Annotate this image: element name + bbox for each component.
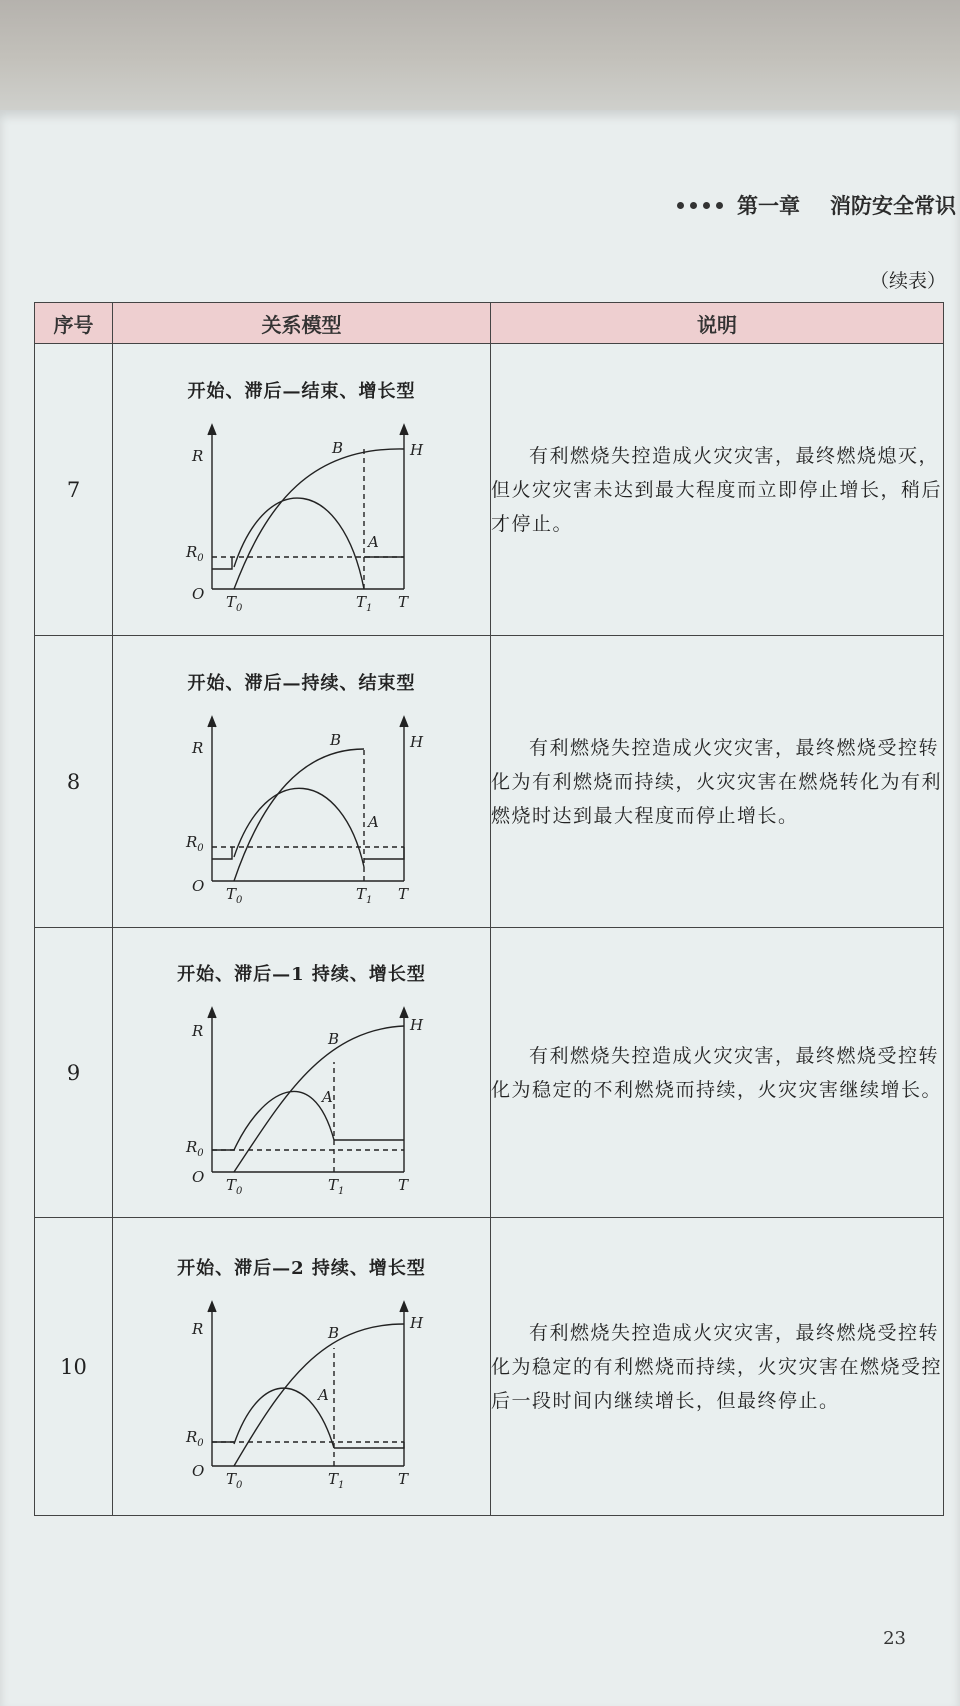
description-text: 有利燃烧失控造成火灾灾害，最终燃烧受控转化为稳定的不利燃烧而持续，火灾灾害继续增长。 — [491, 1044, 943, 1101]
label-h: H — [409, 440, 423, 459]
model-title: 开始、滞后—1 持续、增长型 — [177, 963, 426, 985]
label-a: A — [367, 812, 379, 831]
description-cell — [491, 636, 944, 928]
continued-label: （续表） — [869, 270, 946, 292]
row-number: 8 — [35, 636, 113, 928]
relation-diagram — [172, 1284, 432, 1494]
label-r0: $R_0$ — [185, 1427, 204, 1449]
label-o: O — [191, 1461, 204, 1480]
table-row — [35, 344, 944, 636]
model-table — [34, 302, 944, 1516]
h-axis-arrow — [400, 425, 408, 435]
label-t: T — [397, 1469, 408, 1488]
table-row — [35, 636, 944, 928]
label-t0: $T_0$ — [225, 884, 242, 906]
label-b: B — [327, 1323, 339, 1342]
table-header-row — [35, 303, 944, 344]
r-axis-arrow — [208, 1302, 216, 1312]
r-axis-arrow — [208, 1008, 216, 1018]
table-row — [35, 928, 944, 1218]
header-no: 序号 — [35, 303, 113, 344]
model-cell — [113, 928, 491, 1218]
bullet-dots-icon — [677, 202, 723, 209]
label-t1: $T_1$ — [327, 1469, 344, 1491]
label-r0: $R_0$ — [185, 1137, 204, 1159]
label-a: A — [367, 532, 379, 551]
chapter-header — [677, 188, 960, 222]
description-text: 有利燃烧失控造成火灾灾害，最终燃烧熄灭，但火灾灾害未达到最大程度而立即停止增长，稍后才停止。 — [491, 444, 943, 535]
label-r0: $R_0$ — [185, 832, 204, 854]
header-desc: 说明 — [491, 303, 944, 344]
label-t: T — [397, 884, 408, 903]
baseline-step — [212, 847, 232, 859]
relation-diagram — [172, 407, 432, 617]
description-text: 有利燃烧失控造成火灾灾害，最终燃烧受控转化为有利燃烧而持续，火灾灾害在燃烧转化为有利燃烧时达到最大程度而停止增长。 — [491, 736, 943, 827]
label-h: H — [409, 1015, 423, 1034]
label-b: B — [331, 438, 343, 457]
label-o: O — [191, 1167, 204, 1186]
model-cell — [113, 1218, 491, 1516]
row-number: 7 — [35, 344, 113, 636]
r-axis-arrow — [208, 717, 216, 727]
page-number: 23 — [883, 1628, 906, 1649]
curve-a — [234, 788, 364, 867]
model-cell — [113, 636, 491, 928]
description-text: 有利燃烧失控造成火灾灾害，最终燃烧受控转化为稳定的有利燃烧而持续，火灾灾害在燃烧受控后一段时间内继续增长，但最终停止。 — [491, 1321, 943, 1412]
model-title: 开始、滞后—持续、结束型 — [187, 672, 416, 694]
row-number: 9 — [35, 928, 113, 1218]
label-b: B — [329, 730, 341, 749]
label-t1: $T_1$ — [355, 592, 372, 614]
model-cell — [113, 344, 491, 636]
label-t: T — [397, 592, 408, 611]
label-t1: $T_1$ — [355, 884, 372, 906]
relation-diagram — [172, 990, 432, 1200]
label-t0: $T_0$ — [225, 1175, 242, 1197]
relation-diagram — [172, 699, 432, 909]
right-step — [364, 847, 404, 859]
description-cell — [491, 928, 944, 1218]
label-o: O — [191, 876, 204, 895]
label-r: R — [191, 446, 203, 465]
label-r0: $R_0$ — [185, 542, 204, 564]
label-a: A — [317, 1385, 329, 1404]
label-r: R — [191, 1319, 203, 1338]
description-cell — [491, 1218, 944, 1516]
label-b: B — [327, 1029, 339, 1048]
description-cell — [491, 344, 944, 636]
label-t0: $T_0$ — [225, 1469, 242, 1491]
label-h: H — [409, 732, 423, 751]
label-h: H — [409, 1313, 423, 1332]
label-o: O — [191, 584, 204, 603]
label-r: R — [191, 738, 203, 757]
right-step — [334, 1442, 404, 1448]
label-t: T — [397, 1175, 408, 1194]
model-title: 开始、滞后—2 持续、增长型 — [177, 1257, 426, 1279]
label-t0: $T_0$ — [225, 592, 242, 614]
curve-b — [234, 749, 364, 881]
label-t1: $T_1$ — [327, 1175, 344, 1197]
row-number: 10 — [35, 1218, 113, 1516]
model-title: 开始、滞后—结束、增长型 — [187, 380, 416, 402]
h-axis-arrow — [400, 717, 408, 727]
chapter-number: 第一章 — [737, 193, 800, 218]
label-a: A — [321, 1087, 333, 1106]
h-axis-arrow — [400, 1008, 408, 1018]
h-axis-arrow — [400, 1302, 408, 1312]
baseline-step — [212, 557, 232, 569]
header-model: 关系模型 — [113, 303, 491, 344]
table-row — [35, 1218, 944, 1516]
r-axis-arrow — [208, 425, 216, 435]
label-r: R — [191, 1021, 203, 1040]
chapter-title: 消防安全常识 — [830, 193, 956, 218]
